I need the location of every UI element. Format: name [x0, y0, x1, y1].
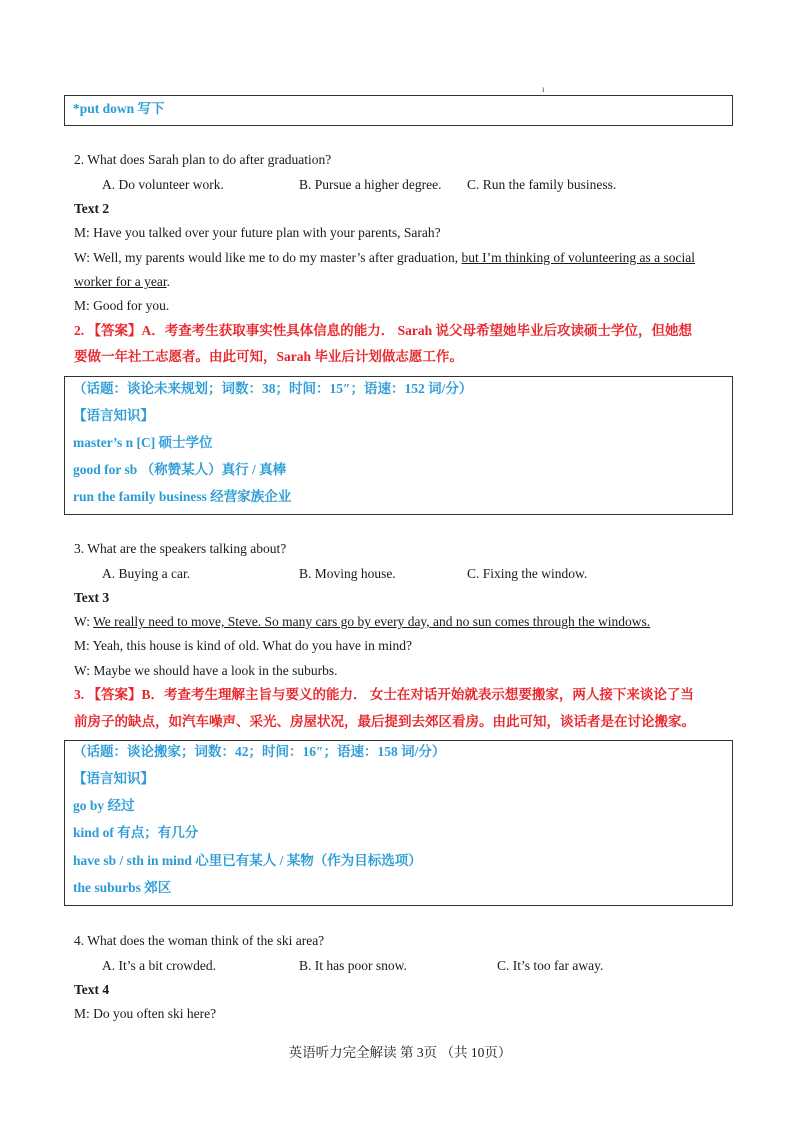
vocab-box-q2	[64, 376, 733, 515]
question-3: 3. What are the speakers talking about?	[74, 541, 287, 556]
vocab-box-top	[64, 95, 733, 126]
text-3-title: Text 3	[74, 590, 110, 605]
q2-dialogue-line: M: Good for you.	[74, 298, 170, 313]
language-knowledge-heading: 【语言知识】	[73, 408, 154, 423]
q2-option-c: C. Run the family business.	[467, 177, 617, 192]
vocab-item: go by 经过	[73, 798, 135, 813]
stray-mark: ı	[542, 84, 545, 94]
q3-option-c: C. Fixing the window.	[467, 566, 588, 581]
vocab-item: have sb / sth in mind 心里已有某人 / 某物（作为目标选项）	[73, 853, 422, 868]
dialogue-text: W:	[74, 614, 94, 629]
dialogue-text: W: Well, my parents would like me to do my master’s after graduation,	[74, 250, 462, 265]
key-sentence: worker for a year	[74, 274, 167, 289]
q3-option-a: A. Buying a car.	[102, 566, 191, 581]
vocab-item: good for sb （称赞某人）真行 / 真棒	[73, 462, 287, 477]
question-4: 4. What does the woman think of the ski area?	[74, 933, 325, 948]
text-2-title: Text 2	[74, 201, 110, 216]
q3-dialogue-line: M: Yeah, this house is kind of old. What do you have in mind?	[74, 638, 412, 653]
q2-dialogue-line: M: Have you talked over your future plan with your parents, Sarah?	[74, 225, 441, 240]
q3-dialogue-line: W: Maybe we should have a look in the suburbs.	[74, 663, 338, 678]
topic-info: （话题：谈论搬家；词数：42；时间：16″；语速：158 词/分）	[73, 744, 446, 759]
q2-option-b: B. Pursue a higher degree.	[299, 177, 442, 192]
q2-dialogue-line	[74, 249, 695, 267]
topic-info: （话题：谈论未来规划；词数：38；时间：15″；语速：152 词/分）	[73, 381, 473, 396]
page-footer: 英语听力完全解读 第 3页 （共 10页）	[288, 1045, 512, 1060]
vocab-item: the suburbs 郊区	[73, 880, 172, 895]
q2-dialogue-line	[74, 273, 170, 291]
question-2: 2. What does Sarah plan to do after graduation?	[74, 152, 332, 167]
key-sentence: but I’m thinking of volunteering as a social	[461, 250, 696, 265]
dialogue-text: .	[166, 274, 170, 289]
vocab-box-q3	[64, 740, 733, 906]
language-knowledge-heading: 【语言知识】	[73, 771, 154, 786]
q3-dialogue-line	[74, 613, 650, 631]
q4-option-a: A. It’s a bit crowded.	[102, 958, 216, 973]
q2-answer: 2. 【答案】A．考查考生获取事实性具体信息的能力． Sarah 说父母希望她毕业后攻读硕士学位，但她想	[74, 323, 693, 338]
vocab-item: run the family business 经营家族企业	[73, 489, 292, 504]
q2-answer: 要做一年社工志愿者。由此可知，Sarah 毕业后计划做志愿工作。	[74, 349, 463, 364]
q3-option-b: B. Moving house.	[299, 566, 396, 581]
q2-option-a: A. Do volunteer work.	[102, 177, 224, 192]
vocab-item: master’s n [C] 硕士学位	[73, 435, 213, 450]
q4-dialogue-line: M: Do you often ski here?	[74, 1006, 217, 1021]
text-4-title: Text 4	[74, 982, 110, 997]
q3-answer: 3. 【答案】B．考查考生理解主旨与要义的能力． 女士在对话开始就表示想要搬家，两人接下来谈论了当	[74, 687, 694, 702]
vocab-item: *put down 写下	[73, 101, 165, 116]
q3-answer: 前房子的缺点，如汽车噪声、采光、房屋状况，最后提到去郊区看房。由此可知，谈话者是在讨论搬家。	[74, 714, 695, 729]
q4-option-b: B. It has poor snow.	[299, 958, 407, 973]
vocab-item: kind of 有点；有几分	[73, 825, 199, 840]
key-sentence: We really need to move, Steve. So many cars go by every day, and no sun comes through the windows.	[93, 614, 651, 629]
q4-option-c: C. It’s too far away.	[497, 958, 604, 973]
